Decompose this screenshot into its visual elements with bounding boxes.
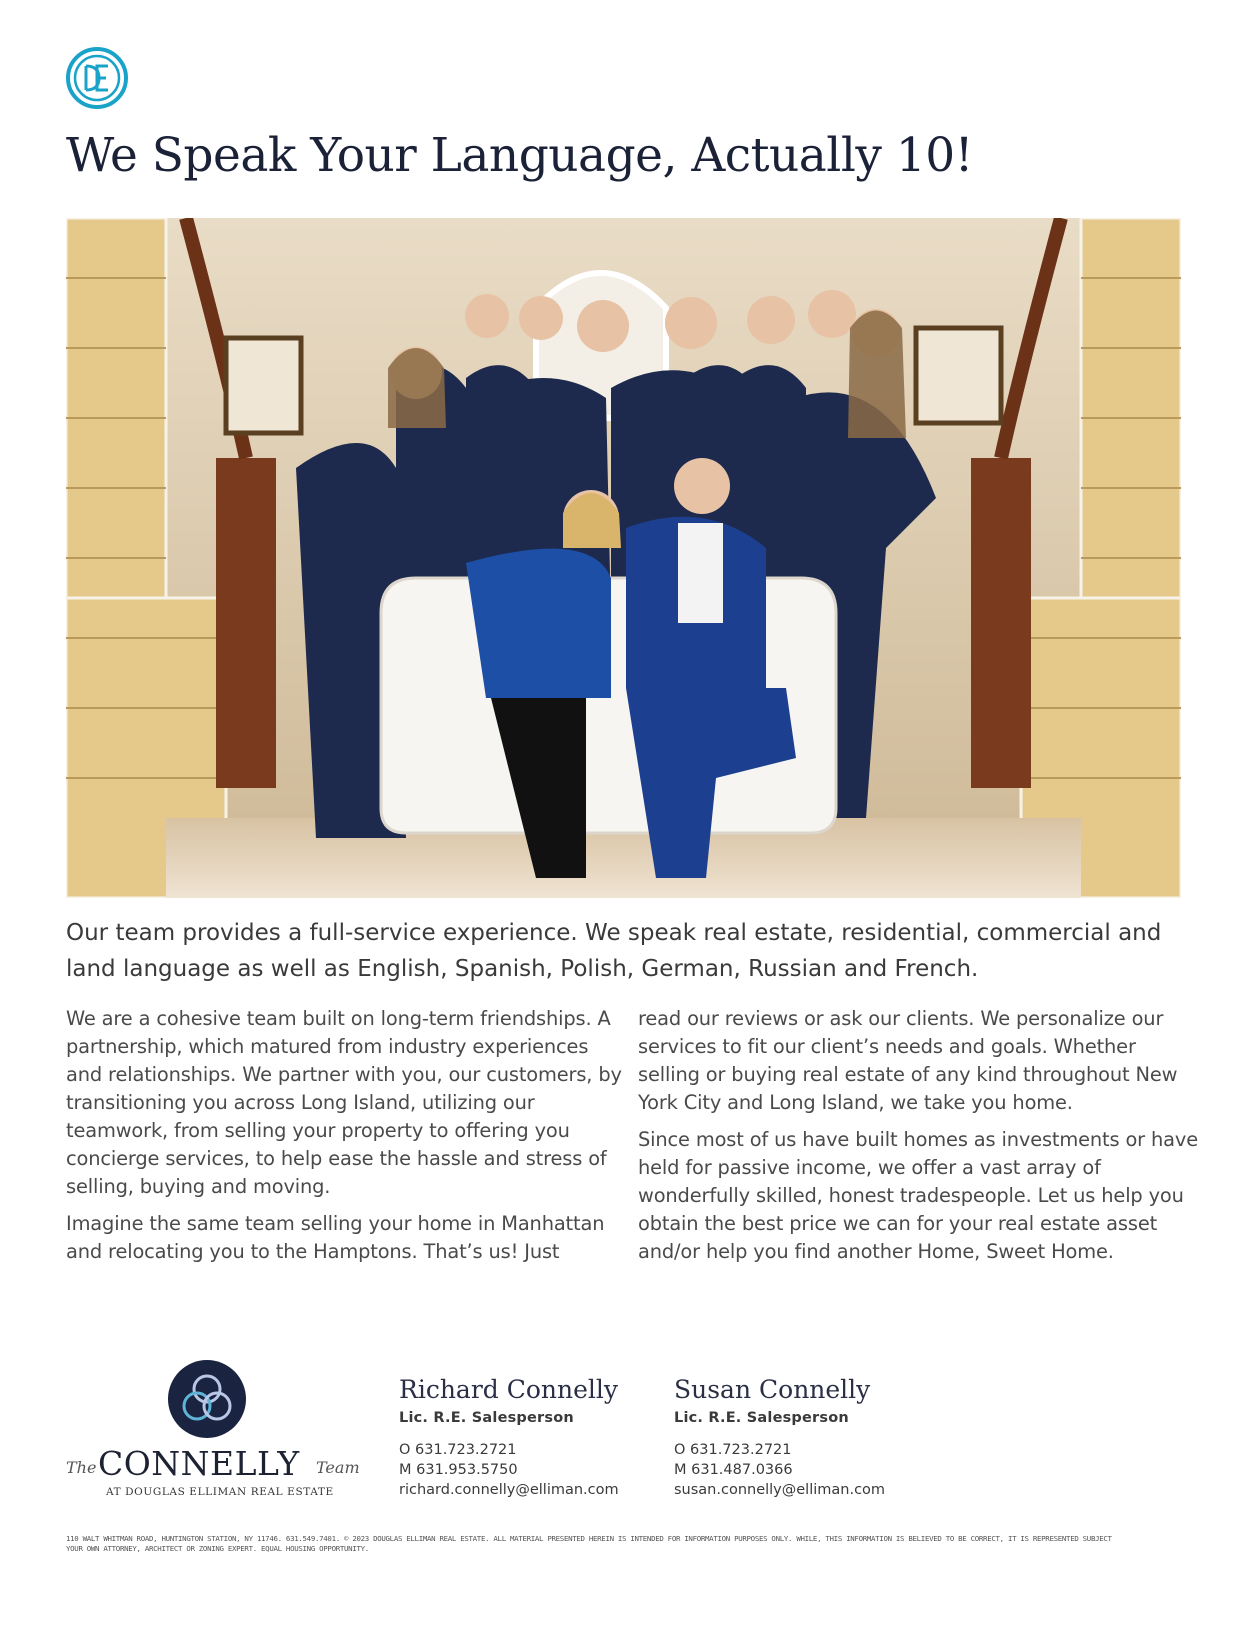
agent-title: Lic. R.E. Salesperson [674, 1410, 849, 1426]
agent-email[interactable]: susan.connelly@elliman.com [674, 1482, 886, 1498]
body-paragraph: Since most of us have built homes as investments or have held for passive income, we offer a vast array of wonderfully skilled, honest tradespeople. Let us help you obtain the best price we can for your real estate asset and/or help you find another Home, Sweet Home. [638, 1128, 1198, 1263]
agent-card-susan [674, 1375, 934, 1500]
body-column-right [638, 1005, 1198, 1275]
agent-name: Richard Connelly [399, 1375, 619, 1404]
agent-email[interactable]: richard.connelly@elliman.com [399, 1482, 619, 1498]
body-column-left [66, 1005, 626, 1275]
logo-team: Team [316, 1458, 360, 1477]
agent-name: Susan Connelly [674, 1375, 871, 1404]
agent-mobile-phone[interactable]: M 631.953.5750 [399, 1462, 518, 1478]
agent-mobile-phone[interactable]: M 631.487.0366 [674, 1462, 793, 1478]
douglas-elliman-logo [66, 47, 128, 109]
connelly-monogram-icon [166, 1358, 248, 1440]
body-paragraph: We are a cohesive team built on long-term friendships. A partnership, which matured from industry experiences and relationships. We partner with you, our customers, by transitioning you across Long Island, utilizing our teamwork, from selling your property to offering you concierge services, to help ease the hassle and stress of selling, buying and moving. [66, 1007, 622, 1198]
agent-office-phone[interactable]: O 631.723.2721 [674, 1442, 792, 1458]
logo-connelly: CONNELLY [98, 1444, 300, 1483]
team-photo [66, 218, 1181, 898]
disclaimer-line: YOUR OWN ATTORNEY, ARCHITECT OR ZONING EXPERT. EQUAL HOUSING OPPORTUNITY. [66, 1544, 369, 1553]
disclaimer-line: 110 WALT WHITMAN ROAD, HUNTINGTON STATION, NY 11746. 631.549.7401. © 2023 DOUGLAS ELLIMAN REAL ESTATE. ALL MATERIAL PRESENTED HEREIN IS INTENDED FOR INFORMATION PURPOSES ONLY. WHILE, THIS INFORMATION IS BELIEVED TO BE CORRECT, IT IS REPRESENTED SUBJECT [66, 1534, 1112, 1543]
lead-paragraph: Our team provides a full-service experience. We speak real estate, residential, commercial and land language as well as English, Spanish, Polish, German, Russian and French. [66, 920, 1162, 982]
headline: We Speak Your Language, Actually 10! [66, 128, 974, 183]
connelly-team-logo [62, 1358, 362, 1508]
body-paragraph: Imagine the same team selling your home in Manhattan and relocating you to the Hamptons. That’s us! Just [66, 1212, 605, 1263]
legal-disclaimer [66, 1534, 1196, 1554]
logo-the: The [66, 1458, 97, 1477]
agent-title: Lic. R.E. Salesperson [399, 1410, 574, 1426]
body-paragraph: read our reviews or ask our clients. We personalize our services to fit our client’s needs and goals. Whether selling or buying real estate of any kind throughout New York City and Long Island, we take you home. [638, 1007, 1178, 1114]
logo-subtitle: AT DOUGLAS ELLIMAN REAL ESTATE [106, 1486, 334, 1498]
agent-office-phone[interactable]: O 631.723.2721 [399, 1442, 517, 1458]
agent-card-richard [399, 1375, 659, 1500]
